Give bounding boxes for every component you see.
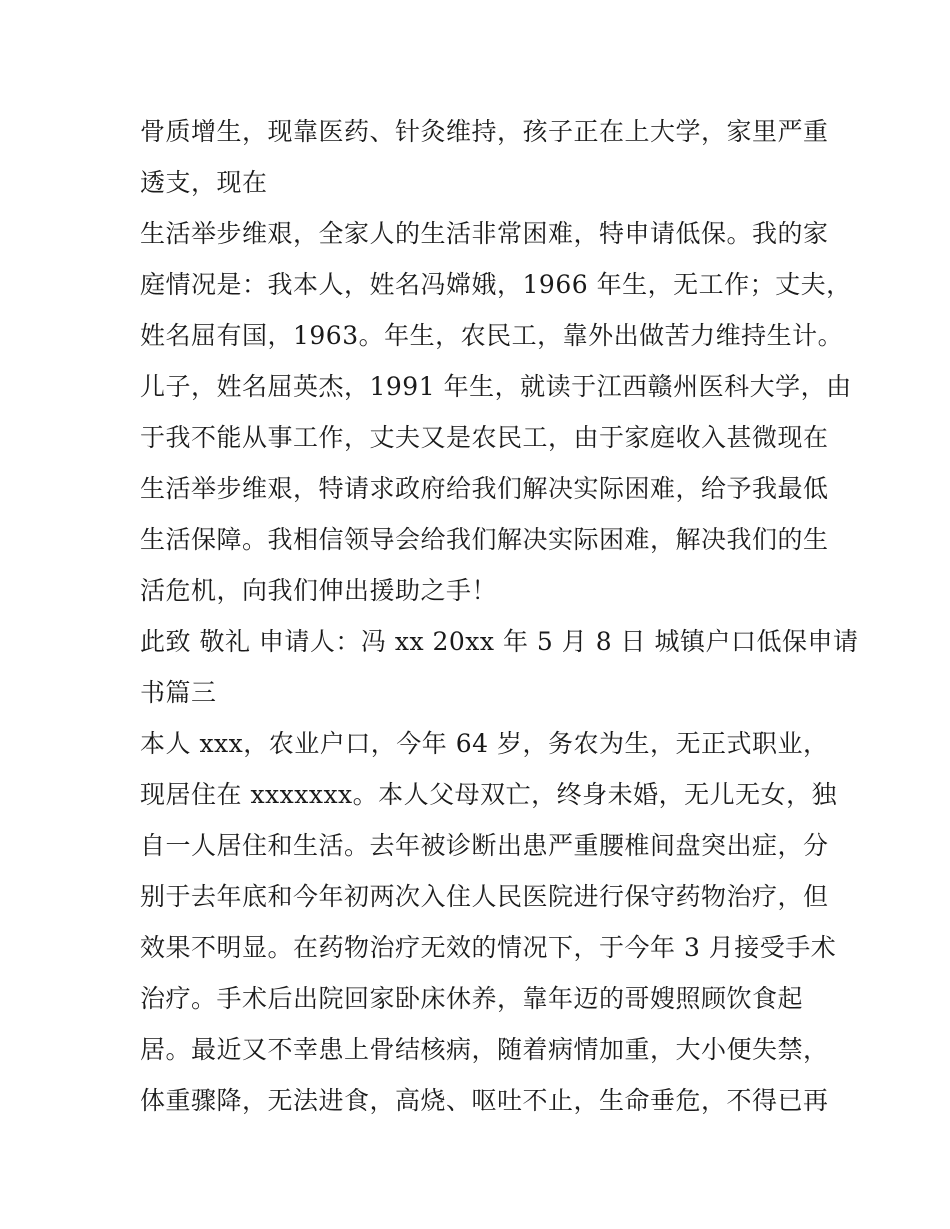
text-line: 别于去年底和今年初两次入住人民医院进行保守药物治疗，但 — [140, 882, 829, 911]
text-line: 骨质增生，现靠医药、针灸维持，孩子正在上大学，家里严重 — [140, 117, 829, 146]
text-line: 书篇三 — [140, 678, 217, 707]
text-line: 现居住在 xxxxxxx。本人父母双亡，终身未婚，无儿无女，独 — [140, 780, 838, 809]
text-line: 本人 xxx，农业户口，今年 64 岁，务农为生，无正式职业， — [140, 729, 829, 758]
text-line: 治疗。手术后出院回家卧床休养，靠年迈的哥嫂照顾饮食起 — [140, 984, 804, 1013]
text-line: 于我不能从事工作，丈夫又是农民工，由于家庭收入甚微现在 — [140, 423, 829, 452]
text-line: 居。最近又不幸患上骨结核病，随着病情加重，大小便失禁， — [140, 1035, 829, 1064]
text-line: 活危机，向我们伸出援助之手！ — [140, 576, 498, 605]
text-line: 生活举步维艰，全家人的生活非常困难，特申请低保。我的家 — [140, 219, 829, 248]
text-line: 体重骤降，无法进食，高烧、呕吐不止，生命垂危，不得已再 — [140, 1086, 829, 1115]
text-line: 庭情况是：我本人，姓名冯嫦娥，1966 年生，无工作；丈夫， — [140, 270, 852, 299]
text-line: 效果不明显。在药物治疗无效的情况下，于今年 3 月接受手术 — [140, 933, 837, 962]
body-text — [140, 106, 859, 1126]
text-line: 生活举步维艰，特请求政府给我们解决实际困难，给予我最低 — [140, 474, 829, 503]
text-line: 自一人居住和生活。去年被诊断出患严重腰椎间盘突出症，分 — [140, 831, 829, 860]
text-line: 姓名屈有国，1963。年生，农民工，靠外出做苦力维持生计。 — [140, 321, 844, 350]
text-line: 透支，现在 — [140, 168, 268, 197]
text-line: 此致 敬礼 申请人：冯 xx 20xx 年 5 月 8 日 城镇户口低保申请 — [140, 627, 859, 656]
text-line: 生活保障。我相信领导会给我们解决实际困难，解决我们的生 — [140, 525, 829, 554]
text-line: 儿子，姓名屈英杰，1991 年生，就读于江西赣州医科大学，由 — [140, 372, 852, 401]
